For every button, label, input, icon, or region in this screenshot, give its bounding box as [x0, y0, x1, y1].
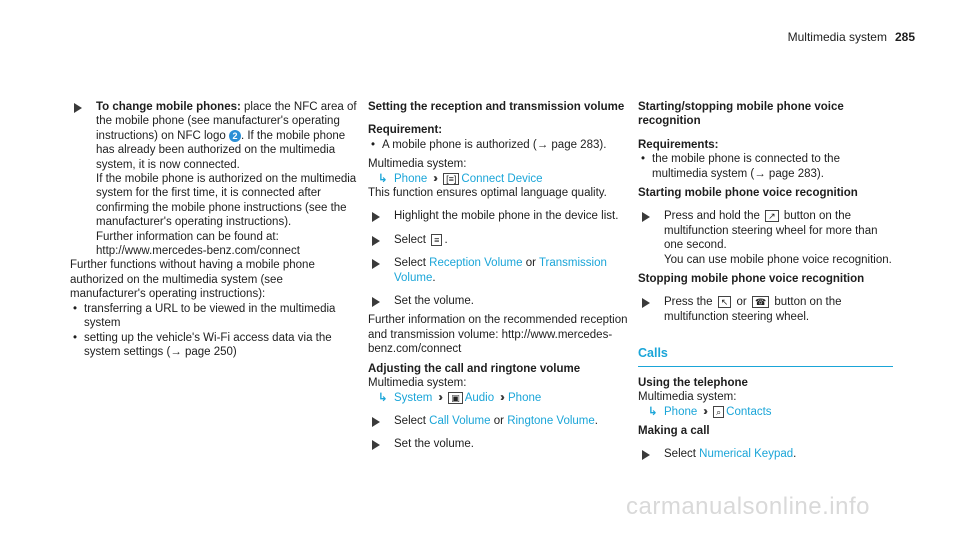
list-item-text: A mobile phone is authorized (→ page 283).	[382, 138, 607, 151]
step-text: Set the volume.	[394, 438, 474, 451]
step-arrow-icon	[642, 298, 650, 308]
section-heading: Starting/stopping mobile phone voice recognition	[638, 101, 844, 128]
option-transmission-volume[interactable]: Transmission Volume	[394, 257, 607, 284]
menu-phone[interactable]: Phone	[664, 405, 698, 418]
subsection-heading: Using the telephone	[638, 376, 748, 389]
step	[368, 294, 630, 308]
requirement-label: Requirement:	[368, 124, 443, 137]
multimedia-label: Multimedia system:	[368, 158, 467, 171]
step-text: Press the	[664, 296, 713, 309]
header-title: Multimedia system	[787, 30, 887, 44]
hang-up-icon: ☎	[752, 296, 769, 308]
step-arrow-icon	[642, 450, 650, 460]
menu-phone[interactable]: Phone	[508, 391, 542, 404]
step-text: You can use mobile phone voice recognition.	[664, 253, 892, 266]
multimedia-label: Multimedia system:	[368, 377, 467, 390]
list-item: • the mobile phone is connected to the multimedia system (→ page 283).	[641, 153, 840, 180]
subsection-heading: Stopping mobile phone voice recognition	[638, 273, 865, 286]
step-text: Select	[664, 448, 696, 461]
step-text: .	[594, 414, 598, 427]
step-arrow-icon	[642, 212, 650, 222]
further-functions: Further functions without having a mobile phone authorized on the multimedia system (see manufacturer's operating instructions):	[70, 259, 315, 301]
step-arrow-icon	[372, 440, 380, 450]
step-text: .	[444, 233, 448, 246]
step-text: Select	[394, 233, 426, 246]
step	[638, 447, 893, 461]
menu-phone[interactable]: Phone	[394, 172, 428, 185]
nfc-logo-badge: 2	[229, 130, 241, 142]
step-arrow-icon	[372, 236, 380, 246]
option-ringtone-volume[interactable]: Ringtone Volume	[507, 414, 595, 427]
step-arrow-icon	[74, 103, 82, 113]
list-item-text: setting up the vehicle's Wi-Fi access data via the system settings (→ page 250)	[84, 331, 332, 358]
step	[368, 209, 630, 223]
multimedia-label: Multimedia system:	[638, 391, 737, 404]
step-paragraph: Further information can be found at: http://www.mercedes-benz.com/connect	[96, 230, 300, 258]
step	[368, 437, 630, 451]
step-text: Press and hold the	[664, 210, 760, 223]
page-number: 285	[894, 30, 915, 44]
subsection-heading: Starting mobile phone voice recognition	[638, 187, 858, 200]
phone-settings-icon: [≡]	[443, 173, 459, 185]
step-text: .	[793, 448, 797, 461]
step-arrow-icon	[372, 259, 380, 269]
step-text: or	[493, 414, 504, 427]
step	[368, 414, 630, 428]
step-text: place the NFC area of the mobile phone (see manufacturer's operating instructions) on NFC logo	[96, 101, 357, 142]
step-arrow-icon	[372, 417, 380, 427]
menu-path: ↳ Phone ›› ⌕ Contacts	[648, 405, 772, 418]
step-paragraph: If the mobile phone is authorized on the multimedia system for the first time, it is connected after confirming the mobile phone instructions (see the manufacturer's operating instructions).	[96, 173, 357, 229]
step-text: .	[432, 271, 436, 284]
list-item-text: the mobile phone is connected to the multimedia system (→ page 283).	[652, 153, 840, 180]
step	[368, 256, 630, 285]
option-reception-volume[interactable]: Reception Volume	[429, 257, 523, 270]
subsection-heading: Making a call	[638, 424, 710, 437]
step-text: . If the mobile phone has already been authorized on the multimedia system, it is now connected.	[96, 129, 346, 171]
info-text: This function ensures optimal language quality.	[368, 187, 607, 200]
step-text: button on the multifunction steering wheel.	[664, 296, 842, 323]
step-text: Set the volume.	[394, 295, 474, 308]
step-arrow-icon	[372, 297, 380, 307]
menu-system[interactable]: System	[394, 391, 433, 404]
step-text: or	[525, 257, 536, 270]
requirement-label: Requirements:	[638, 138, 719, 151]
menu-path: ↳ System ›› ▣ Audio ›› Phone	[378, 391, 542, 404]
voice-button-icon: ↗	[765, 210, 779, 222]
step-arrow-icon	[372, 212, 380, 222]
column-2	[368, 100, 630, 452]
search-icon: ⌕	[713, 406, 724, 418]
step-text: or	[736, 296, 747, 309]
list-item: • A mobile phone is authorized (→ page 283).	[371, 138, 607, 151]
step-change-phone	[70, 100, 360, 258]
menu-contacts[interactable]: Contacts	[726, 405, 772, 418]
step-text: Select	[394, 414, 426, 427]
step	[638, 295, 893, 324]
column-3	[638, 100, 893, 462]
step-label: To change mobile phones:	[96, 101, 241, 113]
info-text: Further information on the recommended reception and transmission volume: http://www.mercedes-benz.com/connect	[368, 314, 628, 356]
page-header	[788, 30, 915, 44]
calls-section-title: Calls	[638, 346, 893, 366]
column-1	[70, 100, 360, 359]
step-text: Highlight the mobile phone in the device list.	[394, 210, 619, 223]
option-call-volume[interactable]: Call Volume	[429, 414, 491, 427]
subsection-heading: Adjusting the call and ringtone volume	[368, 362, 581, 375]
step-text: Select	[394, 257, 426, 270]
section-heading: Setting the reception and transmission volume	[368, 101, 625, 113]
list-item: • setting up the vehicle's Wi-Fi access data via the system settings (→ page 250)	[73, 331, 332, 358]
list-item-text: transferring a URL to be viewed in the multimedia system	[84, 302, 336, 330]
list-item: • transferring a URL to be viewed in the multimedia system	[73, 302, 336, 330]
step-text: button on the multifunction steering wheel for more than one second.	[664, 210, 878, 252]
option-numerical-keypad[interactable]: Numerical Keypad	[699, 448, 794, 461]
step	[368, 233, 630, 247]
menu-path: ↳ Phone ›› [≡] Connect Device	[378, 172, 543, 185]
menu-icon: ≡	[431, 234, 442, 246]
menu-audio[interactable]: Audio	[464, 391, 495, 404]
back-button-icon: ↖	[718, 296, 732, 308]
watermark: carmanualsonline.info	[626, 493, 870, 520]
step	[638, 209, 893, 267]
bullet-list	[70, 302, 360, 360]
menu-connect-device[interactable]: Connect Device	[461, 172, 543, 185]
audio-icon: ▣	[448, 392, 463, 404]
